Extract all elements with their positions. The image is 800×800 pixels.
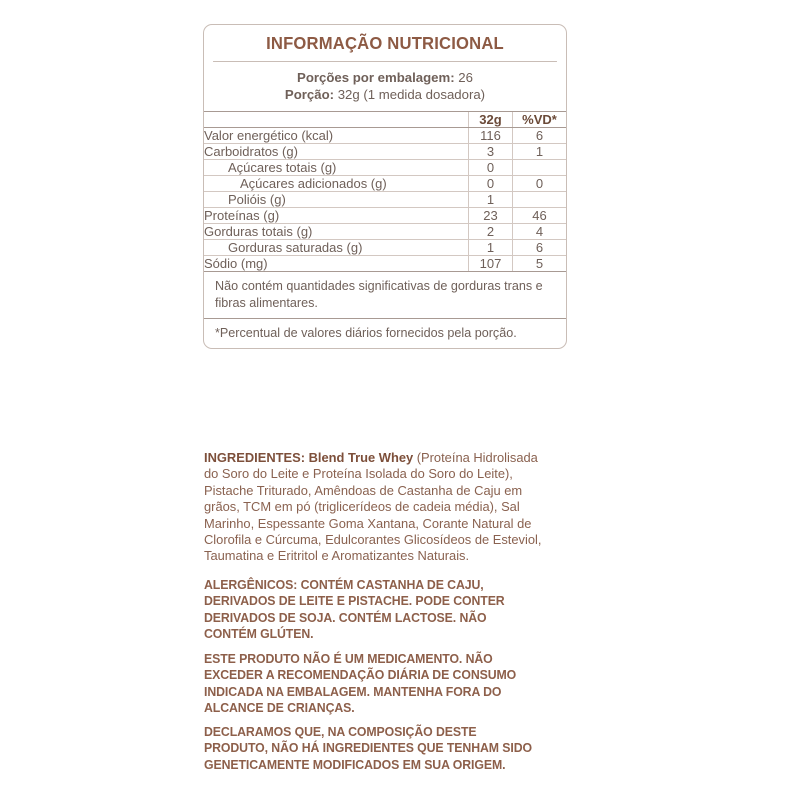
nutrient-name: Valor energético (kcal) bbox=[204, 128, 469, 144]
daily-value-footnote: *Percentual de valores diários fornecidos pela porção. bbox=[215, 326, 517, 340]
nutrient-amount: 0 bbox=[469, 160, 513, 176]
table-row bbox=[204, 240, 566, 256]
nutrient-daily-value: 6 bbox=[513, 240, 567, 256]
portion-size-label: Porção: bbox=[284, 87, 335, 102]
nutrient-amount: 0 bbox=[469, 176, 513, 192]
portion-size-line bbox=[208, 86, 562, 103]
allergen-warning: ALERGÊNICOS: CONTÉM CASTANHA DE CAJU, DERIVADOS DE LEITE E PISTACHE. PODE CONTER DERIVADOS DE SOJA. CONTÉM LACTOSE. NÃO CONTÉM GLÚTEN. bbox=[204, 577, 505, 642]
table-row bbox=[204, 208, 566, 224]
portion-size-value: 32g (1 medida dosadora) bbox=[337, 87, 486, 102]
nutrient-daily-value: 1 bbox=[513, 144, 567, 160]
nutrient-daily-value: 4 bbox=[513, 224, 567, 240]
portions-per-package-label: Porções por embalagem: bbox=[297, 70, 455, 85]
medicine-warning: ESTE PRODUTO NÃO É UM MEDICAMENTO. NÃO EXCEDER A RECOMENDAÇÃO DIÁRIA DE CONSUMO INDICADA NA EMBALAGEM. MANTENHA FORA DO ALCANCE DE CRIANÇAS. bbox=[204, 651, 517, 716]
table-row bbox=[204, 128, 566, 144]
nutrient-amount: 116 bbox=[469, 128, 513, 144]
nutrient-daily-value: 5 bbox=[513, 256, 567, 272]
table-row bbox=[204, 192, 566, 208]
table-row bbox=[204, 160, 566, 176]
ingredients-body: (Proteína Hidrolisada do Soro do Leite e Proteína Isolada do Soro do Leite), Pistache Triturado, Amêndoas de Castanha de Caju em grãos, TCM em pó (triglicerídeos de cadeia média), Sal Marinho, Espessante Goma Xantana, Corante Natural de Clorofila e Cúrcuma, Edulcorantes Glicosídeos de Esteviol, Taumatina e Eritritol e Aromatizantes Naturais. bbox=[204, 450, 542, 564]
table-row bbox=[204, 176, 566, 192]
table-row bbox=[204, 144, 566, 160]
table-row bbox=[204, 224, 566, 240]
nutrient-daily-value bbox=[513, 160, 567, 176]
nutrient-daily-value bbox=[513, 192, 567, 208]
nutrient-name: Açúcares adicionados (g) bbox=[204, 176, 469, 192]
no-significant-amounts-note: Não contém quantidades significativas de gorduras trans e fibras alimentares. bbox=[204, 272, 566, 319]
portions-per-package-value: 26 bbox=[458, 70, 473, 85]
column-header-amount: 32g bbox=[469, 112, 513, 128]
nutrient-daily-value: 6 bbox=[513, 128, 567, 144]
table-header-row bbox=[204, 112, 566, 128]
nutrient-name: Carboidratos (g) bbox=[204, 144, 469, 160]
nutrient-amount: 107 bbox=[469, 256, 513, 272]
nutrient-name: Sódio (mg) bbox=[204, 256, 469, 272]
nutrient-name: Polióis (g) bbox=[204, 192, 469, 208]
nutrition-facts-panel bbox=[203, 24, 567, 349]
ingredients-heading: INGREDIENTES: bbox=[204, 450, 305, 465]
gmo-declaration: DECLARAMOS QUE, NA COMPOSIÇÃO DESTE PRODUTO, NÃO HÁ INGREDIENTES QUE TENHAM SIDO GENETICAMENTE MODIFICADOS EM SUA ORIGEM. bbox=[204, 724, 532, 772]
nutrition-table bbox=[204, 112, 566, 272]
nutrient-amount: 1 bbox=[469, 240, 513, 256]
serving-info bbox=[204, 62, 566, 112]
nutrient-name: Gorduras totais (g) bbox=[204, 224, 469, 240]
nutrient-amount: 3 bbox=[469, 144, 513, 160]
nutrient-amount: 23 bbox=[469, 208, 513, 224]
column-header-dv: %VD* bbox=[513, 112, 567, 128]
nutrient-daily-value: 0 bbox=[513, 176, 567, 192]
page-title: INFORMAÇÃO NUTRICIONAL bbox=[213, 25, 557, 62]
nutrient-name: Proteínas (g) bbox=[204, 208, 469, 224]
nutrient-name: Gorduras saturadas (g) bbox=[204, 240, 469, 256]
portions-per-package-line bbox=[208, 69, 562, 86]
nutrient-amount: 1 bbox=[469, 192, 513, 208]
nutrient-name: Açúcares totais (g) bbox=[204, 160, 469, 176]
ingredients-block bbox=[204, 450, 554, 565]
table-row bbox=[204, 256, 566, 272]
column-header-nutrient bbox=[204, 112, 469, 128]
nutrient-daily-value: 46 bbox=[513, 208, 567, 224]
ingredients-brand: Blend True Whey bbox=[308, 450, 414, 465]
nutrient-amount: 2 bbox=[469, 224, 513, 240]
